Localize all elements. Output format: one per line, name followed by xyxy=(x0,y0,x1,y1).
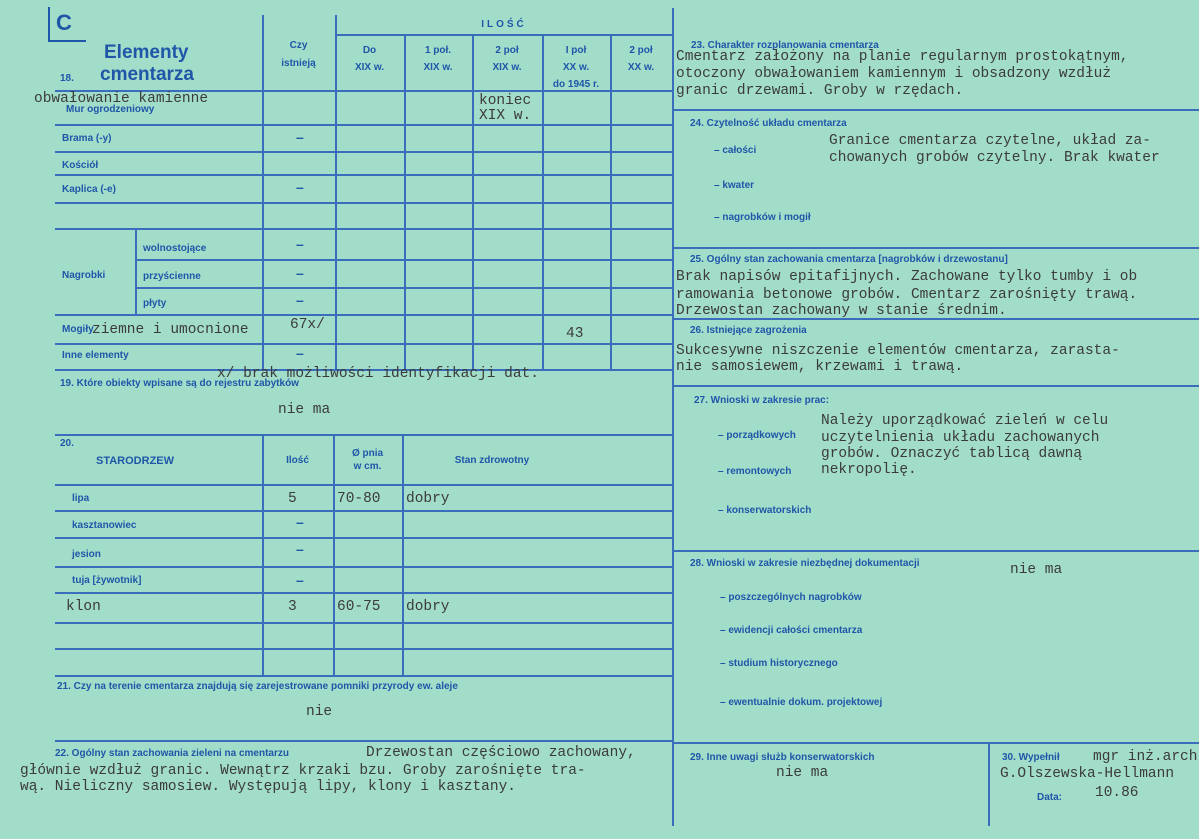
s24-kwater: – kwater xyxy=(714,180,755,191)
grid-line xyxy=(135,259,674,261)
s21-value: nie xyxy=(306,704,333,720)
tree-qty: – xyxy=(296,541,304,557)
s27-line4: nekropolię. xyxy=(821,462,917,478)
kaplica-dash: – xyxy=(296,179,304,195)
elements-title-2: cmentarza xyxy=(100,64,194,85)
s27-line3: grobów. Oznaczyć tablicą dawną xyxy=(821,446,1083,462)
brama-dash: – xyxy=(296,129,304,145)
s26-line2: nie samosiewem, krzewami i trawą. xyxy=(676,359,964,375)
mogily-label: Mogiły xyxy=(62,324,94,335)
grid-line xyxy=(55,622,674,624)
tree-name: tuja [żywotnik] xyxy=(72,575,142,586)
grid-line xyxy=(135,228,137,314)
s30-date-label: Data: xyxy=(1037,792,1063,803)
mogily-count: 67x/ xyxy=(290,317,325,333)
col-2pol-xx: 2 poł XX w. xyxy=(627,45,655,73)
s27-remont: – remontowych xyxy=(718,466,792,477)
grid-line xyxy=(55,675,674,677)
s23-line3: granic drzewami. Groby w rzędach. xyxy=(676,83,964,99)
s21-label: 21. Czy na terenie cmentarza znajdują się zarejestrowane pomniki przyrody ew. aleje xyxy=(57,681,458,692)
mogily-ixx: 43 xyxy=(566,326,584,342)
s20-col-name: STARODRZEW xyxy=(96,455,175,467)
elements-title-1: Elementy xyxy=(104,42,189,63)
s22-line1: Drzewostan częściowo zachowany, xyxy=(366,745,636,761)
s23-label: 23. Charakter rozplanowania cmentarza xyxy=(691,40,879,51)
grid-line xyxy=(55,228,674,230)
s24-line2: chowanych grobów czytelny. Brak kwater xyxy=(829,150,1160,166)
s30-line1: mgr inż.arch xyxy=(1093,749,1198,765)
s24-line1: Granice cmentarza czytelne, układ za- xyxy=(829,133,1151,149)
tree-qty: 3 xyxy=(288,599,297,615)
grid-line xyxy=(55,566,674,568)
s28-a: – poszczególnych nagrobków xyxy=(720,592,862,603)
s25-line2: ramowania betonowe grobów. Cmentarz zarośnięty trawą. xyxy=(676,287,1138,303)
mur-label: Mur ogrodzeniowy xyxy=(66,104,155,115)
grid-line xyxy=(55,510,674,512)
s30-line2: G.Olszewska-Hellmann xyxy=(1000,766,1175,782)
s27-porz: – porządkowych xyxy=(718,430,796,441)
s22-line3: wą. Nieliczny samosiew. Występują lipy, klony i kasztany. xyxy=(20,779,516,795)
grid-line xyxy=(135,287,674,289)
nagrobki-label: Nagrobki xyxy=(62,270,106,281)
section-letter: C xyxy=(56,10,72,35)
col-exists: Czy istnieją xyxy=(281,40,316,69)
tree-health: dobry xyxy=(406,491,450,507)
s27-label: 27. Wnioski w zakresie prac: xyxy=(694,395,830,406)
mur-2pol-typed: koniec XIX w. xyxy=(479,93,532,124)
s30-label: 30. Wypełnił xyxy=(1002,752,1060,763)
tree-name-typed: klon xyxy=(66,599,101,615)
tree-diam: 60-75 xyxy=(337,599,381,615)
s25-line3: Drzewostan zachowany w stanie średnim. xyxy=(676,303,1007,319)
s23-line2: otoczony obwałowaniem kamiennym i obsadzony wzdłuż xyxy=(676,66,1112,82)
przyscienne-dash: – xyxy=(296,265,304,281)
tree-qty: – xyxy=(296,514,304,530)
s19-value: nie ma xyxy=(278,402,331,418)
grid-line xyxy=(55,174,674,176)
grid-line xyxy=(55,484,674,486)
col-2pol-xix: 2 poł XIX w. xyxy=(492,45,522,73)
s28-label: 28. Wnioski w zakresie niezbędnej dokumentacji xyxy=(690,558,920,569)
grid-line xyxy=(55,648,674,650)
tree-name: lipa xyxy=(72,493,90,504)
grid-line xyxy=(55,434,674,436)
s26-line1: Sukcesywne niszczenie elementów cmentarza, zarasta- xyxy=(676,343,1120,359)
grid-line xyxy=(55,314,674,316)
s20-num: 20. xyxy=(60,438,74,449)
grid-line xyxy=(672,247,1199,249)
s19-label: 19. Które obiekty wpisane są do rejestru zabytków xyxy=(60,378,299,389)
grid-line xyxy=(988,742,990,826)
grid-line xyxy=(55,343,674,345)
mogily-typed: ziemne i umocnione xyxy=(92,322,249,338)
s22-line2: głównie wzdłuż granic. Wewnątrz krzaki bzu. Groby zarośnięte tra- xyxy=(20,763,586,779)
col-do-xix: Do XIX w. xyxy=(354,45,385,73)
grid-line xyxy=(335,34,674,36)
s27-line1: Należy uporządkować zieleń w celu xyxy=(821,413,1109,429)
plyty-dash: – xyxy=(296,292,304,308)
wolnostojace-label: wolnostojące xyxy=(143,243,207,254)
tree-diam: 70-80 xyxy=(337,491,381,507)
section-18-num: 18. xyxy=(60,73,74,84)
s20-col-health: Stan zdrowotny xyxy=(454,455,530,466)
kaplica-label: Kaplica (-e) xyxy=(62,184,116,195)
s29-value: nie ma xyxy=(776,765,829,781)
grid-line xyxy=(262,434,264,676)
inne-dash: – xyxy=(296,345,304,361)
brama-label: Brama (-y) xyxy=(62,133,112,144)
s30-date: 10.86 xyxy=(1095,785,1139,801)
inne-label: Inne elementy xyxy=(62,350,129,361)
plyty-label: płyty xyxy=(143,298,167,309)
tree-name: jesion xyxy=(72,549,101,560)
s27-konserw: – konserwatorskich xyxy=(718,505,812,516)
s24-label: 24. Czytelność układu cmentarza xyxy=(690,118,847,129)
s28-d: – ewentualnie dokum. projektowej xyxy=(720,697,883,708)
s25-label: 25. Ogólny stan zachowania cmentarza [nagrobków i drzewostanu] xyxy=(690,254,1008,265)
grid-line xyxy=(55,151,674,153)
grid-line xyxy=(55,202,674,204)
s26-label: 26. Istniejące zagrożenia xyxy=(690,325,807,336)
tree-qty: – xyxy=(296,572,304,588)
grid-line xyxy=(672,109,1199,111)
tree-name: kasztanowiec xyxy=(72,520,137,531)
s28-b: – ewidencji całości cmentarza xyxy=(720,625,863,636)
grid-line xyxy=(55,124,674,126)
grid-line xyxy=(672,385,1199,387)
s28-c: – studium historycznego xyxy=(720,658,838,669)
s29-label: 29. Inne uwagi służb konserwatorskich xyxy=(690,752,875,763)
grid-line xyxy=(55,592,674,594)
grid-line xyxy=(55,740,674,742)
s20-col-qty: Ilość xyxy=(286,455,309,466)
tree-health: dobry xyxy=(406,599,450,615)
s27-line2: uczytelnienia układu zachowanych xyxy=(821,430,1100,446)
footnote: x/ brak możliwości identyfikacji dat. xyxy=(217,366,539,382)
wolnostojace-dash: – xyxy=(296,236,304,252)
s22-label: 22. Ogólny stan zachowania zieleni na cmentarzu xyxy=(55,748,289,759)
main-divider xyxy=(672,8,674,826)
kosciol-label: Kościół xyxy=(62,160,99,171)
s28-value: nie ma xyxy=(1010,562,1063,578)
s25-line1: Brak napisów epitafijnych. Zachowane tylko tumby i ob xyxy=(676,269,1138,285)
s24-calosci: – całości xyxy=(714,145,757,156)
s23-line1: Cmentarz założony na planie regularnym prostokątnym, xyxy=(676,49,1129,65)
grid-line xyxy=(672,742,1199,744)
tree-qty: 5 xyxy=(288,491,297,507)
s20-col-diam: Ø pnia w cm. xyxy=(351,448,384,472)
col-1pol-xix: 1 poł. XIX w. xyxy=(423,45,453,73)
s24-nagrobkow: – nagrobków i mogił xyxy=(714,212,811,223)
col-qty: ILOŚĆ xyxy=(481,19,527,30)
grid-line xyxy=(672,550,1199,552)
grid-line xyxy=(402,434,404,676)
col-1pol-xx: I poł XX w. do 1945 r. xyxy=(552,45,600,90)
grid-line xyxy=(55,537,674,539)
mur-typed: obwałowanie kamienne xyxy=(34,91,209,107)
przyscienne-label: przyścienne xyxy=(143,271,201,282)
